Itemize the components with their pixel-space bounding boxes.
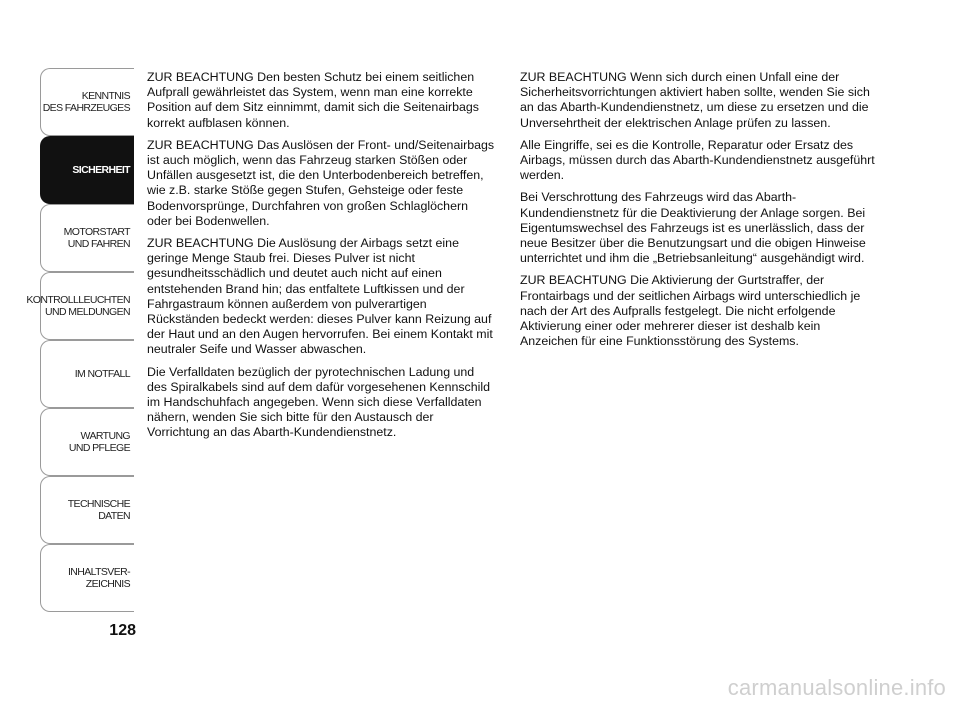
tab-label: IM NOTFALL [74, 368, 130, 380]
page-number: 128 [109, 622, 136, 639]
paragraph-after-accident: ZUR BEACHTUNG Wenn sich durch einen Unfall eine der Sicherheitsvorrichtungen aktiviert haben sollte, wenden Sie sich an das Abarth-Kundendienstnetz, um diese zu ersetzen und die Unversehrtheit der elektrischen Anlage prüfen zu lassen. [520, 70, 870, 130]
tab-label: KONTROLLLEUCHTEN UND MELDUNGEN [26, 294, 130, 318]
tab-label: TECHNISCHE DATEN [67, 498, 130, 522]
right-text-column [520, 70, 878, 356]
tab-kenntnis-des-fahrzeuges[interactable] [40, 68, 134, 136]
tab-label: INHALTSVER- ZEICHNIS [67, 566, 130, 590]
chapter-tab-sidebar [26, 68, 134, 612]
paragraph-scrapping-ownership: Bei Verschrottung des Fahrzeugs wird das Abarth-Kundendienstnetz für die Deaktivierung der Anlage sorgen. Bei Eigentumswechsel des Fahrzeugs ist es unerlässlich, dass der neue Besitzer über die Benutzungsart und die obigen Hinweise unterrichtet und ihm die „Betriebsanleitung“ ausgehändigt wird. [520, 190, 866, 266]
tab-label: KENNTNIS DES FAHRZEUGES [42, 90, 130, 114]
tab-label: MOTORSTART UND FAHREN [63, 226, 130, 250]
paragraph-side-airbag-position: ZUR BEACHTUNG Den besten Schutz bei einem seitlichen Aufprall gewährleistet das System, wenn man eine korrekte Position auf dem Sitz einnimmt, damit sich die Seitenairbags korrekt aufblasen können. [147, 70, 479, 130]
tab-label: WARTUNG UND PFLEGE [68, 430, 130, 454]
tab-inhaltsverzeichnis[interactable] [40, 544, 134, 612]
paragraph-service-interventions: Alle Eingriffe, sei es die Kontrolle, Reparatur oder Ersatz des Airbags, müssen durch das Abarth-Kundendienstnetz ausgeführt werden. [520, 137, 875, 183]
tab-kontrollleuchten-und-meldungen[interactable] [26, 272, 134, 340]
paragraph-airbag-dust: ZUR BEACHTUNG Die Auslösung der Airbags setzt eine geringe Menge Staub frei. Dieses Pulver ist nicht gesundheitsschädlich und deutet auch nicht auf einen entstehenden Brand hin; das entfaltete Luftkissen und der Fahrgastraum können außerdem von pulverartigen Rückständen bedeckt werden: dieses Pulver kann Reizung auf der Haut und an den Augen hervorrufen. Bei einem Kontakt mit neutraler Seife und Wasser abwaschen. [147, 236, 493, 357]
paragraph-activation-pretensioners: ZUR BEACHTUNG Die Aktivierung der Gurtstraffer, der Frontairbags und der seitlichen Airbags wird unterschiedlich je nach der Art des Aufpralls festgelegt. Die nicht erfolgende Aktivierung einer oder mehrerer dieser ist deshalb kein Anzeichen für eine Funktionsstörung des Systems. [520, 273, 861, 349]
left-text-column [147, 70, 495, 448]
paragraph-expiry-dates: Die Verfalldaten bezüglich der pyrotechnischen Ladung und des Spiralkabels sind auf dem dafür vorgesehenen Kennschild im Handschuhfach angegeben. Wenn sich diese Verfalldaten nähern, wenden Sie sich bitte für den Austausch der Vorrichtung an das Abarth-Kundendienstnetz. [147, 364, 491, 440]
paragraph-airbag-triggering-underbody: ZUR BEACHTUNG Das Auslösen der Front- und/Seitenairbags ist auch möglich, wenn das Fahrzeug starken Stößen oder Unfällen ausgesetzt ist, die den Unterbodenbereich betreffen, wie z.B. starke Stöße gegen Stufen, Gehsteige oder feste Bodenvorsprünge, Durchfahren von großen Schlaglöchern oder bei Bodenwellen. [147, 137, 495, 228]
tab-im-notfall[interactable] [40, 340, 134, 408]
tab-technische-daten[interactable] [40, 476, 134, 544]
tab-label: SICHERHEIT [72, 164, 130, 176]
tab-wartung-und-pflege[interactable] [40, 408, 134, 476]
tab-motorstart-und-fahren[interactable] [40, 204, 134, 272]
watermark: carmanualsonline.info [727, 675, 946, 700]
tab-sicherheit[interactable] [40, 136, 134, 204]
